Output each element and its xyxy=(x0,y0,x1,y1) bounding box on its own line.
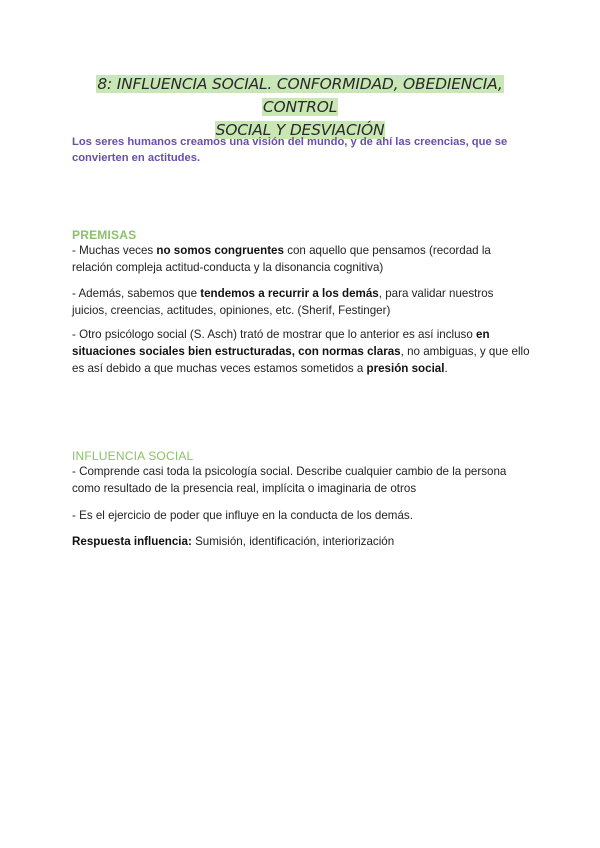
premisa-item-3 xyxy=(72,326,530,377)
respuesta-label: Respuesta influencia: xyxy=(72,535,192,548)
premisa-2-pre: - Además, sabemos que xyxy=(72,287,201,300)
premisa-1-pre: - Muchas veces xyxy=(72,244,157,257)
influencia-item-1: - Comprende casi toda la psicología social. Describe cualquier cambio de la persona como resultado de la presencia real, implícita o imaginaria de otros xyxy=(72,465,507,495)
respuesta-text: Sumisión, identificación, interiorización xyxy=(191,535,395,548)
premisas-heading: PREMISAS xyxy=(72,228,137,242)
influencia-heading: INFLUENCIA SOCIAL xyxy=(72,449,194,463)
influencia-item-2: - Es el ejercicio de poder que influye en la conducta de los demás. xyxy=(72,509,413,522)
premisa-3-mid: , no ambiguas, y que ello es así debido a que muchas veces estamos sometidos a xyxy=(72,345,530,375)
premisa-item-1 xyxy=(72,242,530,276)
premisa-2-bold: tendemos a recurrir a los demás xyxy=(200,287,379,300)
premisa-3-bold: en situaciones sociales bien estructuradas, con normas claras xyxy=(72,328,490,358)
premisa-1-post: con aquello que pensamos (recordad la relación compleja actitud-conducta y la disonancia cognitiva) xyxy=(72,244,491,274)
premisa-3-post: . xyxy=(444,362,448,375)
premisa-1-bold: no somos congruentes xyxy=(156,244,284,257)
premisa-2-post: , para validar nuestros juicios, creencias, actitudes, opiniones, etc. (Sherif, Festinger) xyxy=(72,287,494,317)
premisa-3-pre: - Otro psicólogo social (S. Asch) trató de mostrar que lo anterior es así incluso xyxy=(72,328,477,341)
respuesta-influencia xyxy=(72,533,530,550)
page-title xyxy=(72,73,528,142)
intro-paragraph: Los seres humanos creamos una visión del mundo, y de ahí las creencias, que se convierten en actitudes. xyxy=(72,136,508,164)
title-line-2: SOCIAL Y DESVIACIÓN xyxy=(215,121,385,139)
premisa-item-2 xyxy=(72,285,530,319)
premisa-3-bold2: presión social xyxy=(366,362,445,375)
title-line-1: 8: INFLUENCIA SOCIAL. CONFORMIDAD, OBEDIENCIA, CONTROL xyxy=(97,75,503,116)
